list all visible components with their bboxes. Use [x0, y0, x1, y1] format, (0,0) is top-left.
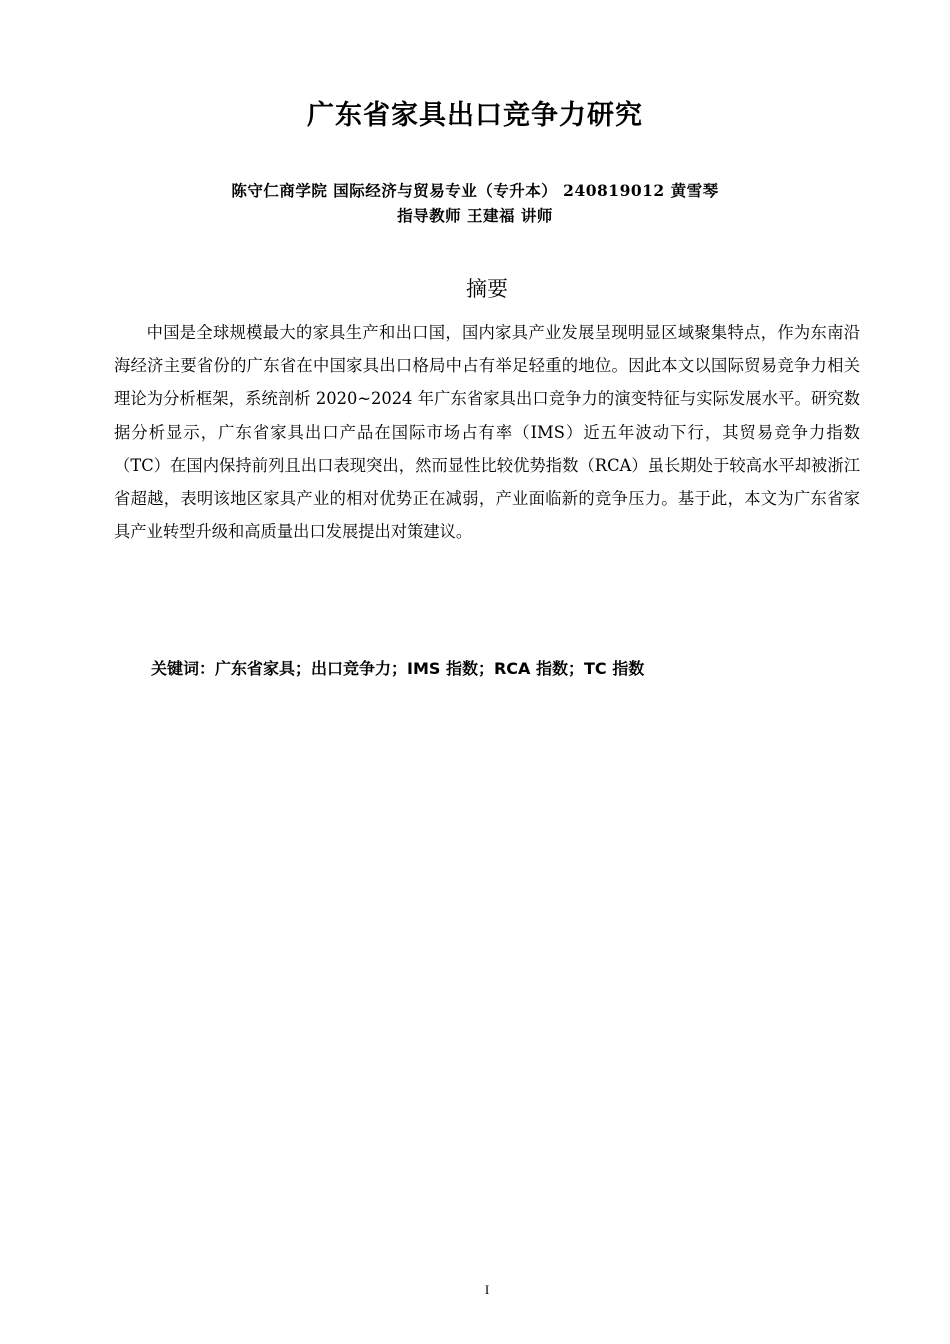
abstract-body: 中国是全球规模最大的家具生产和出口国，国内家具产业发展呈现明显区域聚集特点，作为东南沿海经济主要省份的广东省在中国家具出口格局中占有举足轻重的地位。因此本文以国际贸易竞争力相关理论为分析框架，系统剖析 2020~2024 年广东省家具出口竞争力的演变特征与实际发展水平。研究数据分析显示，广东省家具出口产品在国际市场占有率（IMS）近五年波动下行，其贸易竞争力指数（TC）在国内保持前列且出口表现突出，然而显性比较优势指数（RCA）虽长期处于较高水平却被浙江省超越，表明该地区家具产业的相对优势正在减弱，产业面临新的竞争压力。基于此，本文为广东省家具产业转型升级和高质量出口发展提出对策建议。 — [114, 323, 860, 542]
keywords: 关键词：广东省家具；出口竞争力；IMS 指数；RCA 指数；TC 指数 — [151, 659, 645, 678]
paper-title: 广东省家具出口竞争力研究 — [307, 100, 643, 131]
author-affiliation: 陈守仁商学院 国际经济与贸易专业（专升本） 240819012 黄雪琴 — [231, 181, 719, 200]
page-number: I — [484, 1282, 490, 1297]
abstract-heading: 摘要 — [466, 277, 508, 301]
advisor-line: 指导教师 王建福 讲师 — [397, 206, 553, 225]
